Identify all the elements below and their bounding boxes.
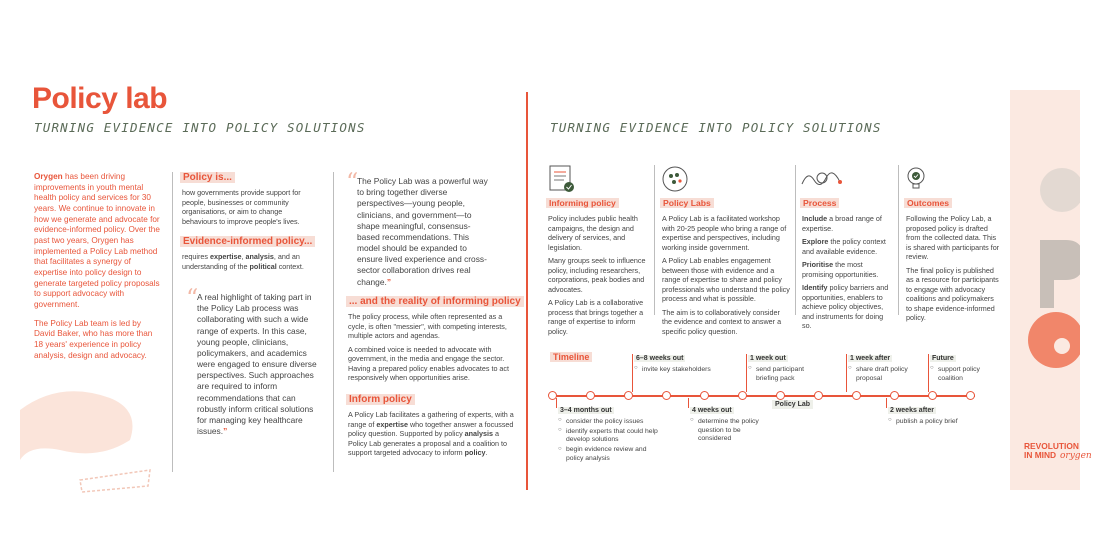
informing-text: Policy includes public health campaigns, the design and delivery of services, and legislation. Many groups seek to influence policy, including researchers, corporations, peak bodies and advocates. A Policy Lab is a collaborative process that brings together a range of expertise to inform policy.: [548, 214, 646, 336]
timeline-3-4-months: 3–4 months out ○ consider the policy issues ○ identify experts that could help develop solutions ○ begin evidence review and policy analysis: [558, 406, 658, 465]
timeline-6-8-weeks: 6–8 weeks out ○ invite key stakeholders: [634, 354, 714, 376]
policy-lab-spread: [20, 70, 1092, 495]
page-title: Policy lab: [32, 82, 168, 115]
decorative-p-shape-icon: [1010, 90, 1080, 490]
document-check-icon: [544, 162, 578, 194]
quote-mark-icon: “: [346, 168, 359, 196]
timeline-tick: [886, 398, 887, 408]
list-item: ○ share draft policy proposal: [848, 366, 918, 384]
list-item: ○ determine the policy question to be considered: [690, 418, 760, 444]
list-item: ○ invite key stakeholders: [634, 366, 714, 375]
timeline-tick: [556, 398, 557, 408]
decorative-shapes-icon: [20, 370, 160, 495]
timeline-dot: [662, 391, 671, 400]
timeline-dot: [738, 391, 747, 400]
list-item: ○ begin evidence review and policy analysis: [558, 446, 658, 464]
subtitle-left: TURNING EVIDENCE INTO POLICY SOLUTIONS: [34, 120, 366, 135]
brand-side-panel: [1010, 90, 1080, 490]
timeline-dot: [928, 391, 937, 400]
evidence-text: requires expertise, analysis, and an understanding of the political context.: [182, 252, 304, 271]
timeline-tick: [632, 354, 633, 392]
timeline-dot: [814, 391, 823, 400]
column-divider-5: [898, 165, 899, 315]
column-divider-4: [795, 165, 796, 315]
timeline-dot: [586, 391, 595, 400]
intro-p1: has been driving improvements in youth mental health policy and services for 30 years. We continue to innovate in how we generate and advocate for evidence-informed policy. Over the past two years, Orygen has implemented a Policy Lab method that facilitates a synergy of expertise into policy design to generate targeted policy proposals to support advocacy with government.: [34, 172, 160, 309]
inform-text: A Policy Lab facilitates a gathering of experts, with a range of expertise who together answer a focussed policy question. Supported by policy analysis a Policy Lab generates a proposal and a coalition to support targeted advocacy to inform policy.: [348, 410, 514, 457]
column-divider-1: [172, 172, 173, 472]
list-item: ○ identify experts that could help develop solutions: [558, 428, 658, 446]
page-divider: [526, 92, 528, 490]
reality-text: The policy process, while often represented as a cycle, is often "messier", with competing interests, multiple actors and agendas. A combined voice is needed to advocate with government, in the media and engage the sector. Having a prepared policy enables advocates to act responsively when opportunities arise.: [348, 312, 510, 382]
people-group-icon: [660, 164, 690, 194]
timeline-future: Future ○ support policy coalition: [930, 354, 982, 384]
timeline-dot: [776, 391, 785, 400]
timeline-dot: [852, 391, 861, 400]
intro-text: [34, 172, 160, 369]
timeline-heading: Timeline: [550, 352, 592, 362]
timeline-dot: [966, 391, 975, 400]
outcomes-heading: Outcomes: [904, 198, 952, 208]
timeline-dot: [624, 391, 633, 400]
process-heading: Process: [800, 198, 839, 208]
column-divider-3: [654, 165, 655, 315]
outcomes-text: Following the Policy Lab, a proposed policy is drafted from the collected data. This is shared with participants for review. The final policy is published as a resource for participants to engage with advocacy coalitions and policymakers to shape evidence-informed policy.: [906, 214, 1000, 322]
list-item: ○ support policy coalition: [930, 366, 982, 384]
policy-is-heading: Policy is...: [180, 172, 235, 183]
process-text: Include a broad range of expertise. Explore the policy context and available evidence. Prioritise the most promising opportunities. Identify policy barriers and opportunities, enablers to achieve policy objectives, and instruments for doing so.: [802, 214, 889, 330]
timeline-line: [550, 395, 975, 397]
subtitle-right: TURNING EVIDENCE INTO POLICY SOLUTIONS: [550, 120, 882, 135]
quote-2: The Policy Lab was a powerful way to bring together diverse perspectives—young people, clinicians, and government—to shape meaningful, consensus-based recommendations. This model should be expanded to ensure lived experience and cross-sector collaboration drives real change.”: [357, 176, 488, 287]
inform-heading: Inform policy: [346, 394, 415, 405]
policy-lab-badge: Policy Lab: [772, 400, 813, 409]
timeline-tick: [746, 354, 747, 392]
list-item: ○ consider the policy issues: [558, 418, 658, 427]
process-path-icon: [800, 166, 844, 192]
quote-mark-icon: “: [186, 284, 199, 312]
timeline-tick: [688, 398, 689, 408]
orygen-script-logo: orygen: [1060, 451, 1092, 461]
evidence-heading: Evidence-informed policy...: [180, 236, 315, 247]
timeline-tick: [928, 354, 929, 392]
intro-p2: The Policy Lab team is led by David Baker, who has more than 18 years' experience in policy analysis, design and advocacy.: [34, 318, 153, 360]
list-item: ○ send participant briefing pack: [748, 366, 828, 384]
brand-logo: REVOLUTION IN MIND: [1024, 441, 1079, 460]
timeline-1-week-out: 1 week out ○ send participant briefing pack: [748, 354, 828, 384]
timeline-1-week-after: 1 week after ○ share draft policy proposal: [848, 354, 918, 384]
timeline-dot: [700, 391, 709, 400]
column-divider-2: [333, 172, 334, 472]
list-item: ○ publish a policy brief: [888, 418, 958, 427]
timeline-2-weeks-after: 2 weeks after ○ publish a policy brief: [888, 406, 958, 428]
labs-text: A Policy Lab is a facilitated workshop with 20-25 people who bring a range of expertise and perspectives, including working inside government. A Policy Lab enables engagement between those with evidence and a range of expertise to share and policy professionals who understand the policy process and what is possible. The aim is to collaboratively consider the evidence and context to answer a specific policy question.: [662, 214, 790, 336]
labs-heading: Policy Labs: [660, 198, 714, 208]
timeline-4-weeks: 4 weeks out ○ determine the policy question to be considered: [690, 406, 760, 445]
intro-org: Orygen: [34, 172, 63, 181]
reality-heading: ... and the reality of informing policy: [346, 296, 524, 307]
timeline-tick: [846, 354, 847, 392]
lightbulb-check-icon: [904, 164, 930, 194]
timeline-dot: [890, 391, 899, 400]
policy-is-text: how governments provide support for people, businesses or community organisations, or aim to change behaviours to improve people's lives.: [182, 188, 301, 226]
quote-1: A real highlight of taking part in the Policy Lab process was collaborating with such a wide range of experts. In this case, young people, clinicians, policymakers, and academics were engaged to ensure diverse perspectives. Such approaches are required to inform recommendations that can robustly inform critical solutions for managing key healthcare issues.”: [197, 292, 317, 437]
informing-heading: Informing policy: [546, 198, 619, 208]
